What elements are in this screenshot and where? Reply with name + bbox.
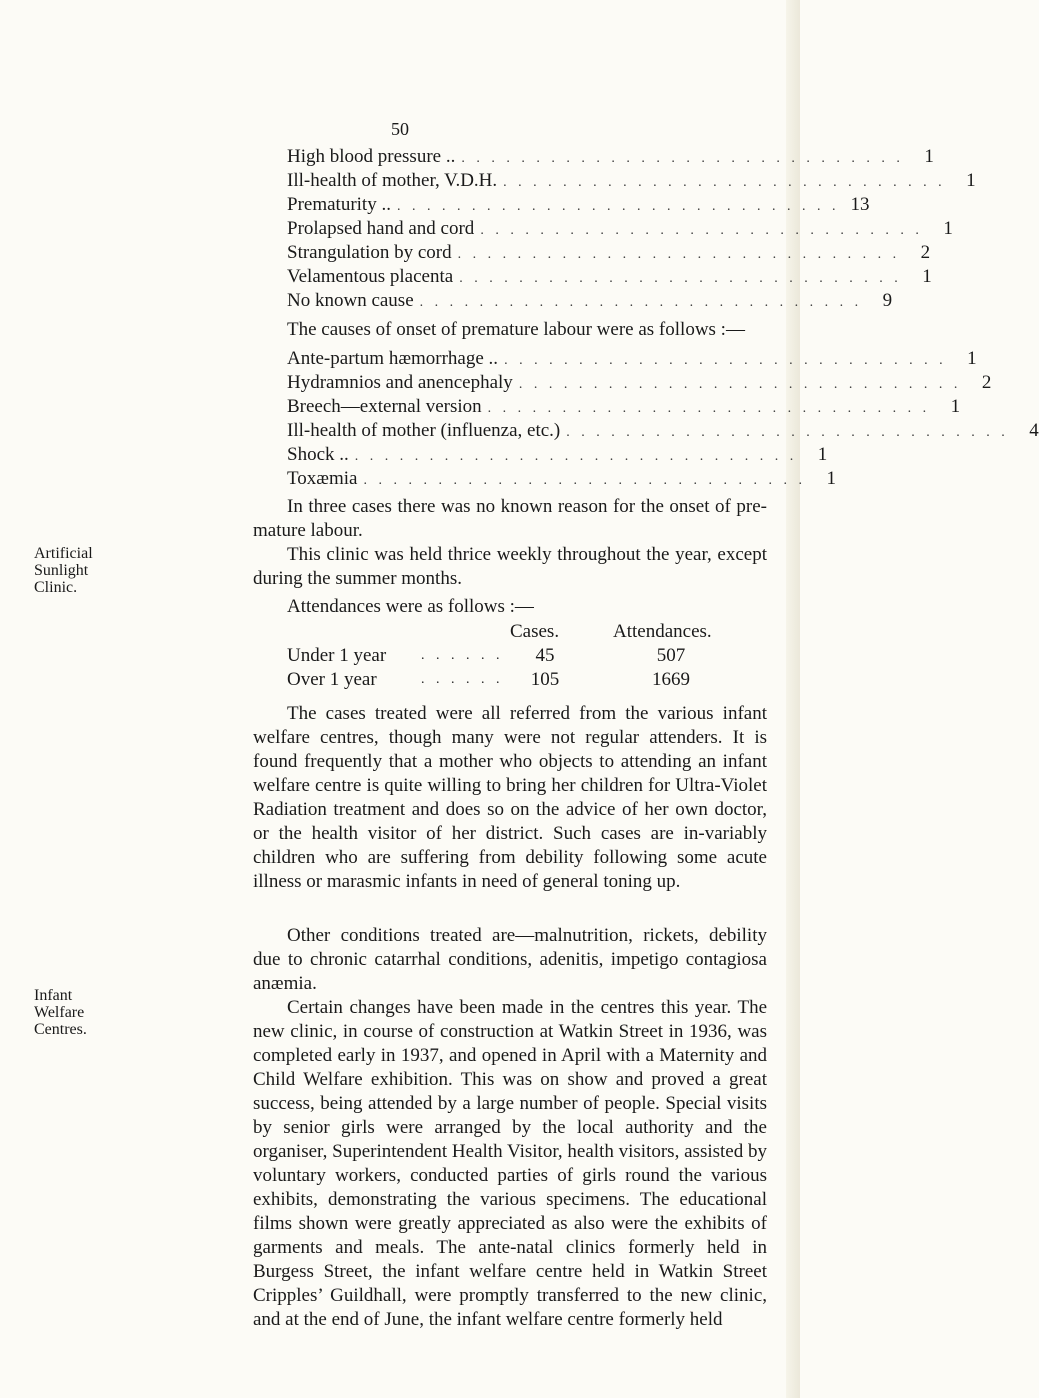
leader-dots: . . . . . . . . . . . . . . . . . . . . . . . . . . . . . . xyxy=(419,295,863,310)
row-label: Under 1 year xyxy=(287,645,387,666)
leader-dots: . . . . . . . . . . . . . . . . . . . . . . . . . . . . . . xyxy=(487,401,931,416)
column-header-cases: Cases. xyxy=(510,621,560,642)
list-item-value: 1 xyxy=(950,396,961,417)
list-item xyxy=(287,395,961,419)
page-number: 50 xyxy=(391,119,409,139)
leader-dots: . . . . . . . . . . . . . . . . . . . . . . . . . . . . . . xyxy=(459,271,902,286)
centres-paragraph: Certain changes have been made in the centres this year. The new clinic, in course of construction at Watkin Street in 1936, was completed early in 1937, and opened in April with a Maternity and Child Welfare exhibition. This was on show and proved a great success, being attended by a large number of people. Special visits by senior girls were arranged by the local authority and the organiser, Superintendent Health Visitor, health visitors, assisted by voluntary workers, conducted parties of girls round the various exhibits, demonstrating the various specimens. The educational films shown were greatly appreciated as also were the exhibits of garments and meals. The ante-natal clinics formerly held in Burgess Street, the infant welfare centre held in Watkin Street Cripples’ Guildhall, were promptly transferred to the new clinic, and at the end of June, the infant welfare centre formerly held xyxy=(253,997,767,1330)
list-item xyxy=(287,289,893,313)
list-item xyxy=(287,145,934,169)
list-item-label: Toxæmia xyxy=(287,468,358,489)
margin-note-line: Sunlight xyxy=(34,562,89,579)
leader-dots: . . . . . . . . . . . . . . . . . . . . . . . . . . . . . . xyxy=(503,175,946,190)
list-item-label: Strangulation by cord xyxy=(287,242,452,263)
cases-treated-paragraph: The cases treated were all referred from the various infant welfare centres, though many were not regular attenders. It is found frequently that a mother who objects to attending an infant welfare centre is quite willing to bring her children for Ultra-Violet Radiation treatment and does so on the advice of her own doctor, or the health visitor of her district. Such cases are in-variably children who are suffering from debility following some acute illness or marasmic infants in need of general toning up. xyxy=(253,703,767,892)
cell-cases: 105 xyxy=(530,669,560,690)
list-item-value: 1 xyxy=(826,468,836,489)
margin-note-line: Artificial xyxy=(34,545,93,562)
leader-dots: . . . . . . . . . . . . . . . . . . . . . . . . . . . . . . xyxy=(363,473,806,488)
list-item-value: 1 xyxy=(967,348,977,369)
cell-cases: 45 xyxy=(535,645,555,666)
list-item xyxy=(287,467,836,491)
list-item xyxy=(287,193,870,217)
list-item xyxy=(287,169,976,193)
leader-dots: . . . . . . . . . . . . . . . . . . . . . . . . . . . . . . xyxy=(457,247,901,262)
leader-dots: . . . . . . . . . . . . . . . . . . . . . . . . . . . . . . xyxy=(518,377,962,392)
premature-intro: The causes of onset of premature labour were as follows :— xyxy=(287,319,745,340)
margin-note-line: Centres. xyxy=(34,1021,87,1038)
margin-note-line: Infant xyxy=(34,987,73,1004)
leader-dots: . . . . . . . . . . . . . . . . . . . . . . . . . . . . . . xyxy=(396,199,840,214)
list-item-label: Prematurity .. xyxy=(287,194,391,215)
list-item-label: Hydramnios and anencephaly xyxy=(287,372,513,393)
list-item-label: Prolapsed hand and cord xyxy=(287,218,475,239)
leader-dots: . . . . . . xyxy=(421,672,504,687)
margin-note-sunlight xyxy=(34,545,114,596)
no-reason-paragraph: In three cases there was no known reason for the onset of pre-mature labour. xyxy=(253,496,767,541)
margin-note-line: Welfare xyxy=(34,1004,85,1021)
list-item-label: Velamentous placenta xyxy=(287,266,454,287)
list-item-value: 1 xyxy=(924,146,934,167)
list-item-label: Breech—external version xyxy=(287,396,482,417)
list-item-value: 2 xyxy=(981,372,992,393)
list-item-value: 2 xyxy=(920,242,931,263)
table-row xyxy=(287,644,767,668)
premature-list xyxy=(287,347,1039,491)
list-item xyxy=(287,265,932,289)
list-item-value: 1 xyxy=(817,444,828,465)
leader-dots: . . . . . . xyxy=(421,648,504,663)
list-item-label: No known cause xyxy=(287,290,414,311)
cell-attendances: 507 xyxy=(656,645,686,666)
list-item xyxy=(287,419,1039,443)
margin-note-infant-welfare xyxy=(34,987,114,1038)
list-item xyxy=(287,347,977,371)
list-item-label: Ante-partum hæmorrhage .. xyxy=(287,348,499,369)
list-item xyxy=(287,241,931,265)
leader-dots: . . . . . . . . . . . . . . . . . . . . . . . . . . . . . . xyxy=(504,353,947,368)
other-conditions-paragraph: Other conditions treated are—malnutrition, rickets, debility due to chronic catarrhal conditions, adenitis, impetigo contagiosa anæmia. xyxy=(253,925,767,994)
leader-dots: . . . . . . . . . . . . . . . . . . . . . . . . . . . . . . xyxy=(461,151,904,166)
column-header-attendances: Attendances. xyxy=(613,621,712,642)
leader-dots: . . . . . . . . . . . . . . . . . . . . . . . . . . . . . . xyxy=(354,449,798,464)
leader-dots: . . . . . . . . . . . . . . . . . . . . . . . . . . . . . . xyxy=(480,223,923,238)
list-item-value: 1 xyxy=(943,218,953,239)
table-row xyxy=(287,668,767,692)
list-item-value: 9 xyxy=(882,290,893,311)
list-item-value: 1 xyxy=(922,266,932,287)
margin-note-line: Clinic. xyxy=(34,579,78,596)
list-item-label: Shock .. xyxy=(287,444,349,465)
list-item-value: 1 xyxy=(966,170,976,191)
causes-list xyxy=(287,145,976,313)
list-item-label: Ill-health of mother (influenza, etc.) xyxy=(287,420,561,441)
list-item-value: 13 xyxy=(850,194,870,215)
list-item-label: High blood pressure .. xyxy=(287,146,456,167)
cell-attendances: 1669 xyxy=(652,669,690,690)
list-item-value: 4 xyxy=(1029,420,1039,441)
list-item xyxy=(287,443,828,467)
list-item xyxy=(287,371,992,395)
leader-dots: . . . . . . . . . . . . . . . . . . . . . . . . . . . . . . xyxy=(566,425,1009,440)
clinic-paragraph: This clinic was held thrice weekly throughout the year, except during the summer months. xyxy=(253,544,767,589)
attendances-intro: Attendances were as follows :— xyxy=(287,596,534,617)
row-label: Over 1 year xyxy=(287,669,377,690)
list-item-label: Ill-health of mother, V.D.H. xyxy=(287,170,498,191)
list-item xyxy=(287,217,953,241)
